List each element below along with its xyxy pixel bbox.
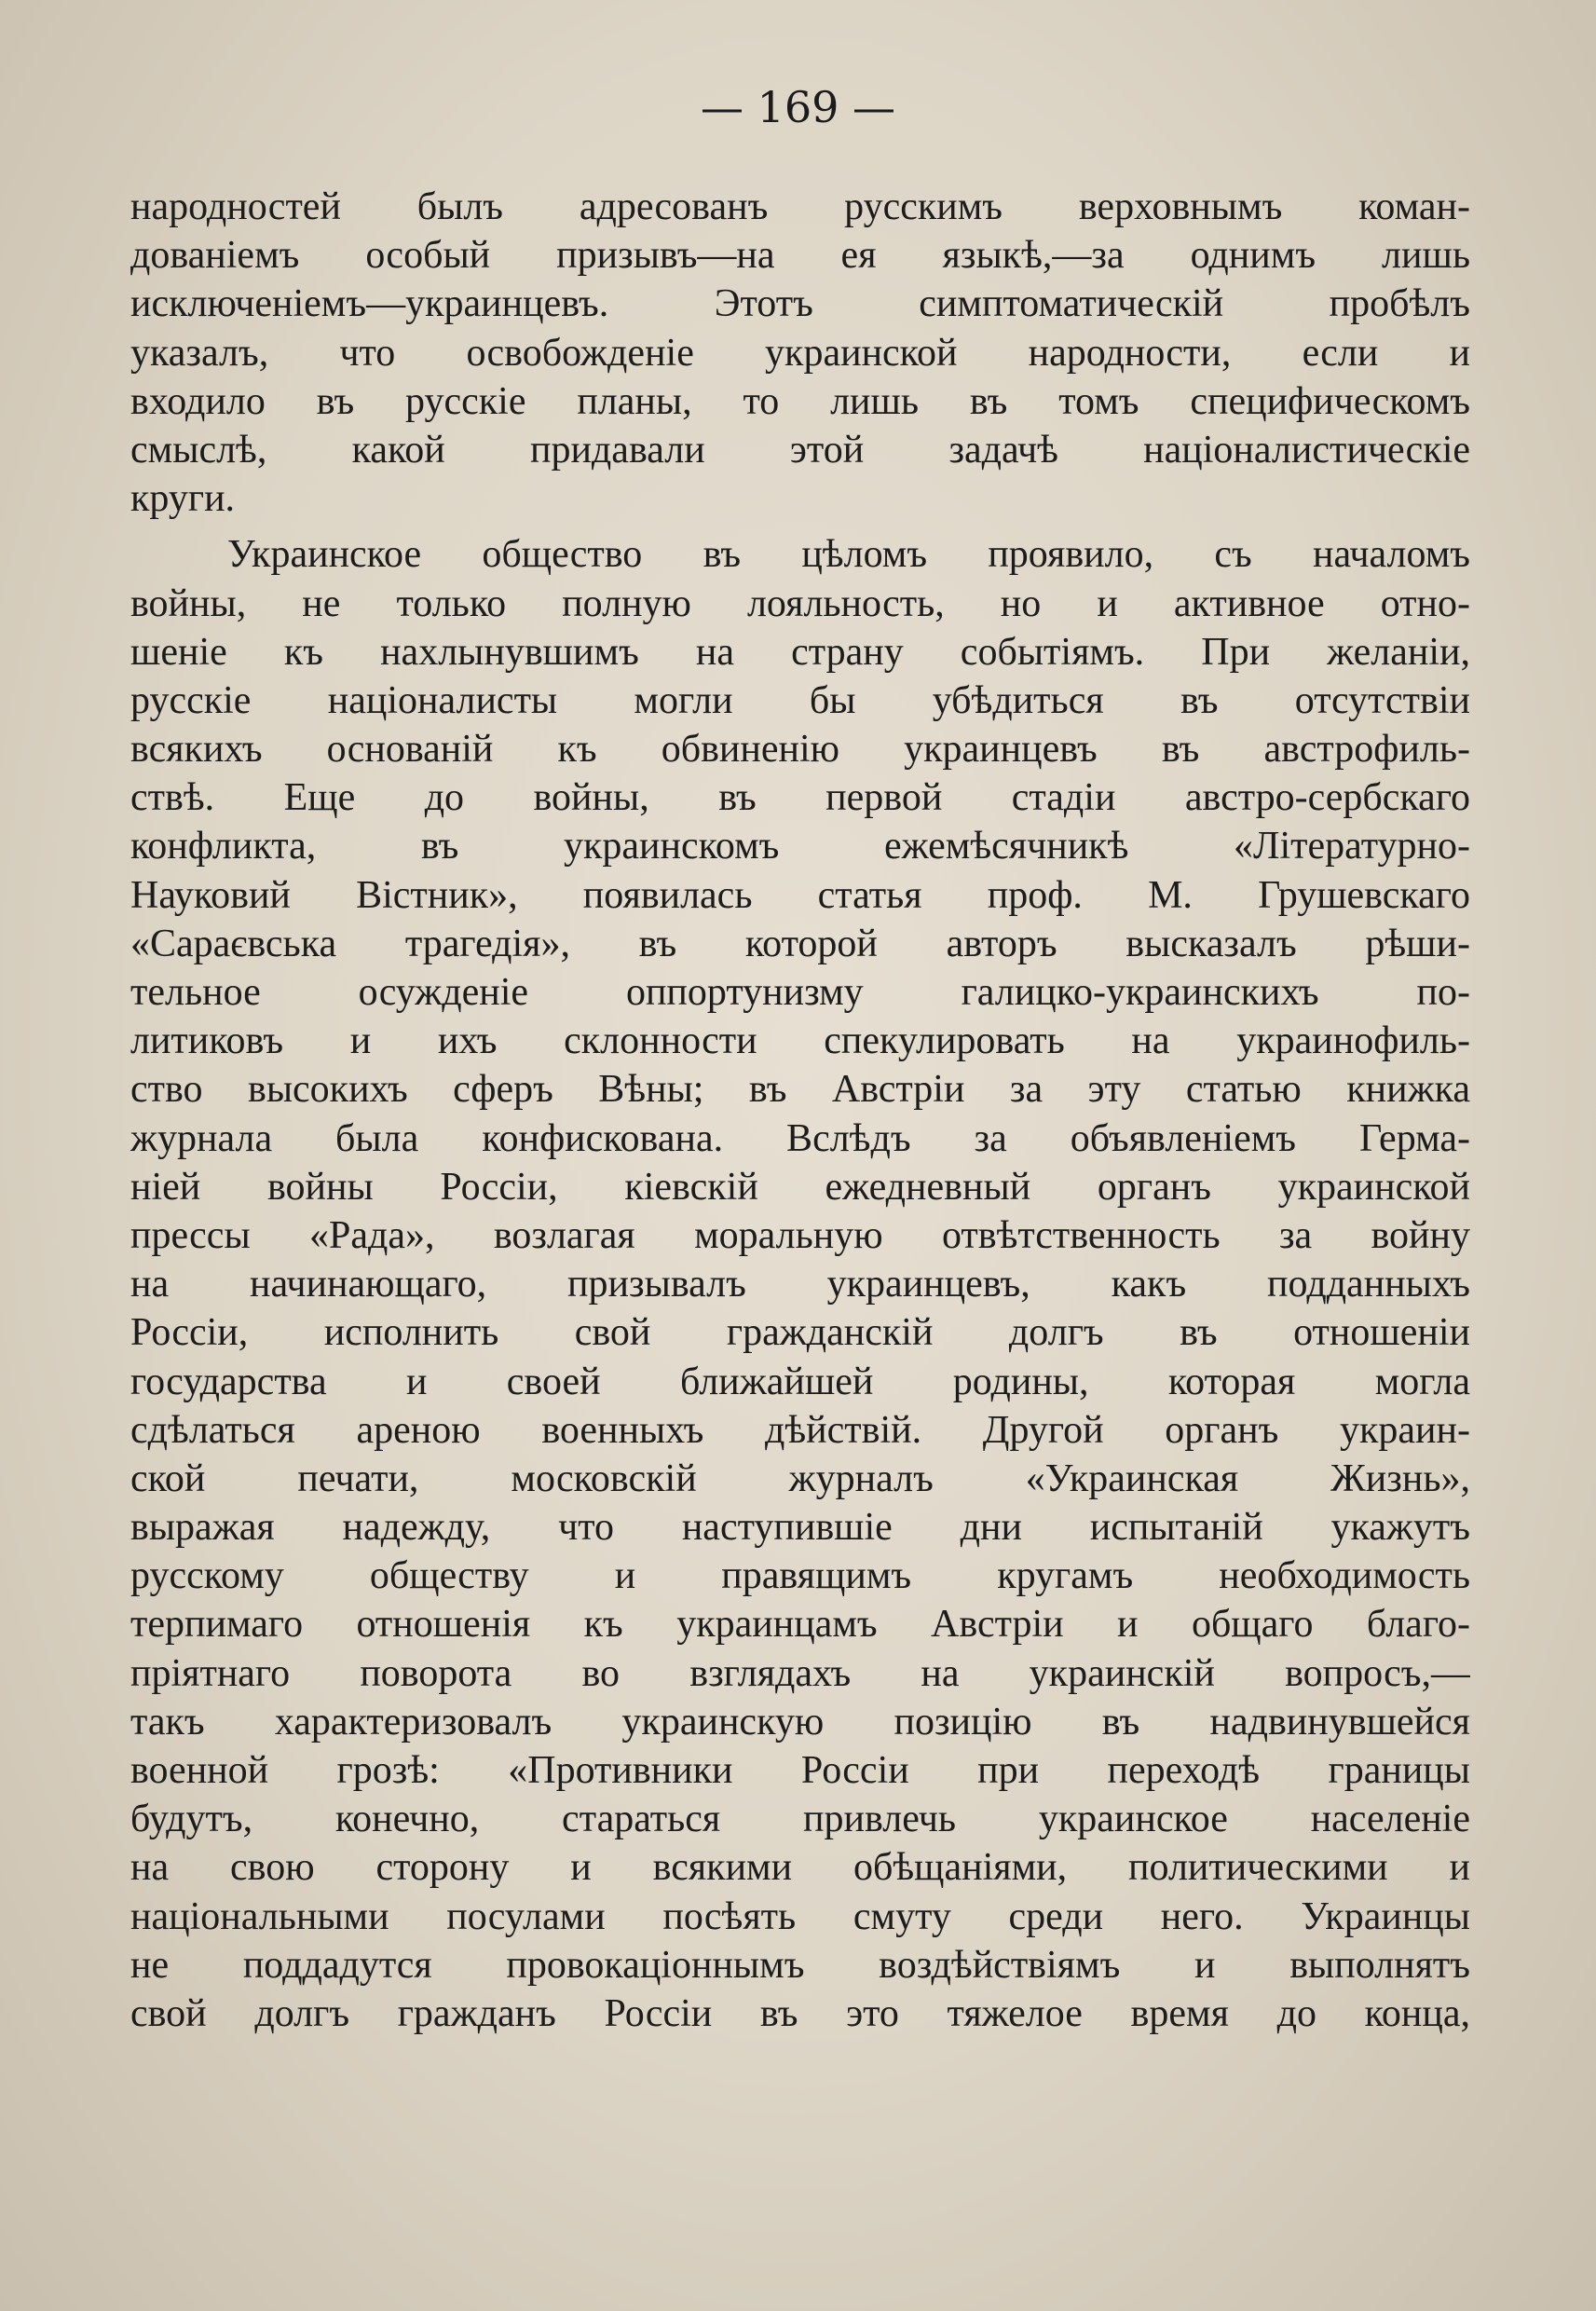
text-line: смыслѣ, какой придавали этой задачѣ націоналистическіе (130, 428, 1470, 472)
text-line: Украинское общество въ цѣломъ проявило, съ началомъ (227, 533, 1470, 577)
text-line: на свою сторону и всякими обѣщаніями, политическими и (130, 1846, 1470, 1890)
text-line: такъ характеризовалъ украинскую позицію въ надвинувшейся (130, 1700, 1470, 1744)
text-line: ствѣ. Еще до войны, въ первой стадіи австро-сербскаго (130, 776, 1470, 820)
text-line: выражая надежду, что наступившіе дни испытаній укажутъ (130, 1506, 1470, 1550)
text-line: прессы «Рада», возлагая моральную отвѣтственность за войну (130, 1213, 1470, 1257)
text-line: свой долгъ гражданъ Россіи въ это тяжелое время до конца, (130, 1991, 1470, 2035)
text-line: дованіемъ особый призывъ—на ея языкѣ,—за однимъ лишь (130, 234, 1470, 278)
text-line: литиковъ и ихъ склонности спекулировать на украинофиль- (130, 1019, 1470, 1063)
text-line: шеніе къ нахлынувшимъ на страну событіямъ. При желаніи, (130, 630, 1470, 674)
text-line: тельное осужденіе оппортунизму галицко-украинскихъ по- (130, 971, 1470, 1014)
text-line: конфликта, въ украинскомъ ежемѣсячникѣ «Літературно- (130, 825, 1470, 868)
text-line: Науковий Вістник», появилась статья проф. М. Грушевскаго (130, 873, 1470, 917)
text-line: русскому обществу и правящимъ кругамъ необходимость (130, 1554, 1470, 1598)
text-line: ніей войны Россіи, кіевскій ежедневный органъ украинской (130, 1165, 1470, 1209)
text-line: народностей былъ адресованъ русскимъ верховнымъ коман- (130, 185, 1470, 228)
text-line: исключеніемъ—украинцевъ. Этотъ симптоматическій пробѣлъ (130, 282, 1470, 326)
text-line: Россіи, исполнить свой гражданскій долгъ въ отношеніи (130, 1311, 1470, 1355)
text-line: будутъ, конечно, стараться привлечь украинское населеніе (130, 1798, 1470, 1841)
text-line: военной грозѣ: «Противники Россіи при переходѣ границы (130, 1749, 1470, 1792)
text-line: указалъ, что освобожденіе украинской народности, если и (130, 331, 1470, 375)
text-line: войны, не только полную лояльность, но и активное отно- (130, 581, 1470, 625)
text-line: сдѣлаться ареною военныхъ дѣйствій. Другой органъ украин- (130, 1408, 1470, 1452)
text-line: журнала была конфискована. Вслѣдъ за объявленіемъ Герма- (130, 1116, 1470, 1160)
paragraph-2 (130, 530, 1470, 2038)
text-line: ской печати, московскій журналъ «Украинская Жизнь», (130, 1456, 1470, 1500)
page-number: — 169 — (700, 82, 896, 132)
body-text (130, 183, 1470, 2038)
text-line: государства и своей ближайшей родины, которая могла (130, 1360, 1470, 1403)
text-line: не поддадутся провокаціоннымъ воздѣйствіямъ и выполнятъ (130, 1943, 1470, 1987)
text-line: всякихъ основаній къ обвиненію украинцевъ въ австрофиль- (130, 728, 1470, 772)
text-line: ство высокихъ сферъ Вѣны; въ Австріи за эту статью книжка (130, 1068, 1470, 1112)
text-line: пріятнаго поворота во взглядахъ на украинскій вопросъ,— (130, 1651, 1470, 1695)
text-line: національными посулами посѣять смуту среди него. Украинцы (130, 1894, 1470, 1938)
text-line: «Сараєвська трагедія», въ которой авторъ высказалъ рѣши- (130, 922, 1470, 965)
text-line: терпимаго отношенія къ украинцамъ Австріи и общаго благо- (130, 1603, 1470, 1647)
paragraph-1 (130, 183, 1470, 523)
text-line: входило въ русскіе планы, то лишь въ томъ специфическомъ (130, 379, 1470, 423)
text-line: русскіе націоналисты могли бы убѣдиться въ отсутствіи (130, 678, 1470, 722)
text-line: круги. (130, 477, 236, 521)
text-line: на начинающаго, призывалъ украинцевъ, какъ подданныхъ (130, 1263, 1470, 1306)
